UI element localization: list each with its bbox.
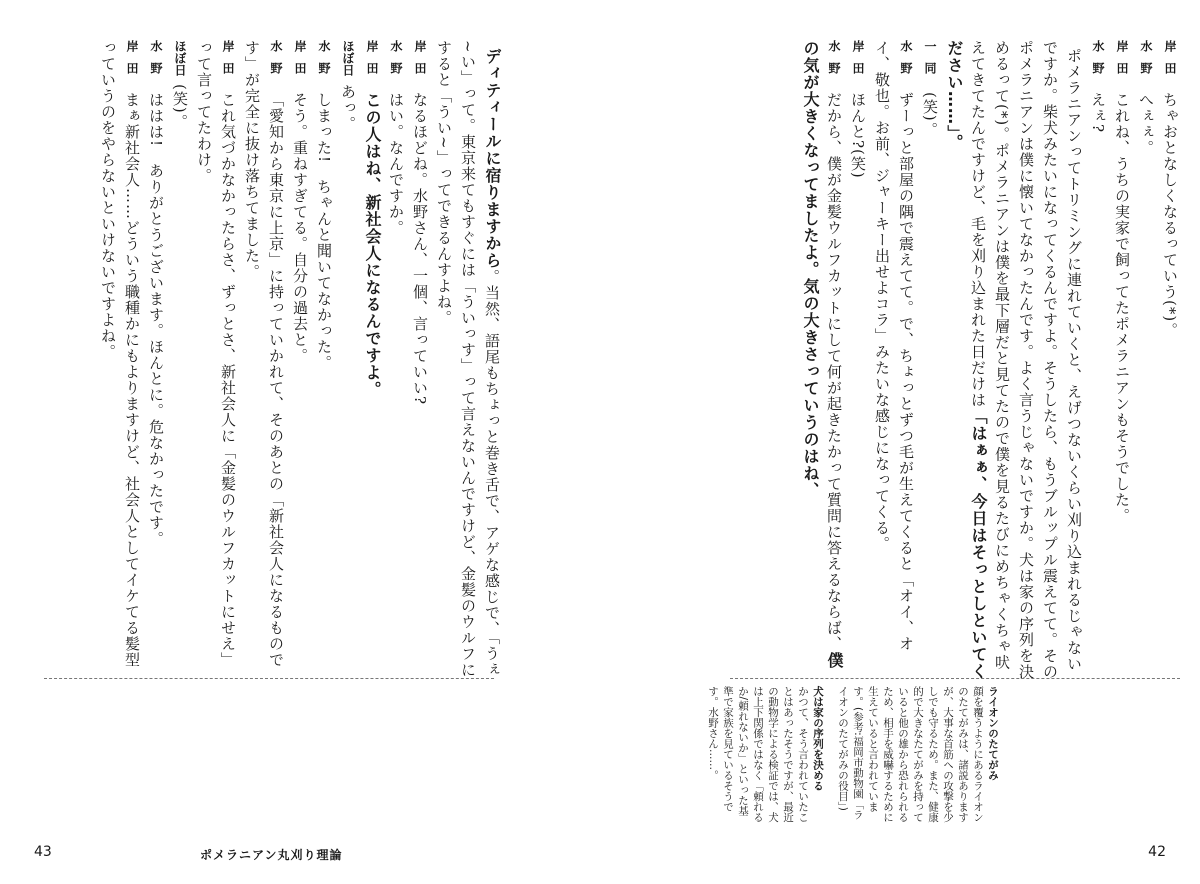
dialogue-text: これ気づかなかったらさ、ずっとさ、新社会人に「金髪のウルフカットにせえ」って言ってたわけ。	[195, 40, 237, 668]
speaker-label: 水野	[317, 40, 331, 84]
dialogue-text: あっ。	[339, 84, 357, 132]
dialogue-text: ちゃおとなしくなるっていう(*)。	[1161, 92, 1179, 339]
footnote-text: 顔を覆うようにあるライオンのたてがみは、諸説ありますが、大事な首筋への攻撃を少しでも守るため。また、健康的で大きなたてがみを持っていると他の雄から恐れられるため、相手を威嚇するために生えていると言われています。(参考:福岡市動物園「ライオンのたてがみの役目」)	[837, 686, 984, 823]
footnote-text: かつて、そう言われていたことはあったそうですが、最近の動物学による検証では、犬は上下関係ではなく「頼れるか/頼れないか」といった基準で家族を見ているそうです。水野さん……。	[707, 686, 809, 823]
dialogue-line	[1158, 40, 1182, 680]
dialogue-line	[336, 40, 360, 680]
speaker-label: ほぼ日	[173, 40, 187, 76]
dialogue-line	[288, 40, 312, 680]
speaker-label: 一同	[923, 40, 937, 84]
dialogue-text: まぁ新社会人……どういう職種かにもよりますけど、社会人としてイケてる髪型っていうのをやらないといけないですよね。	[99, 40, 141, 668]
speaker-label: 岸田	[125, 40, 139, 84]
dashed-divider	[44, 678, 494, 679]
speaker-label: 水野	[1091, 40, 1105, 84]
speaker-label: 岸田	[365, 40, 379, 84]
speaker-label: 岸田	[413, 40, 427, 84]
speaker-label: ほぼ日	[341, 40, 355, 76]
dialogue-line	[96, 40, 144, 680]
dialogue-line	[432, 40, 504, 680]
dialogue-line	[846, 40, 870, 680]
dialogue-text: だから、僕が金髪ウルフカットにして何が起きたかって質問に答えるならば、	[825, 92, 843, 652]
footnote-title: ライオンのたてがみ	[987, 686, 999, 781]
dashed-divider	[730, 678, 1180, 679]
running-title: ポメラニアン丸刈り理論	[200, 848, 343, 862]
dialogue-text: えぇ?	[1089, 92, 1107, 134]
dialogue-text: 。当然、語尾もちょっと巻き舌で、アゲな感じで、「うぇ~い」って。東京来てもすぐには「ういっす」って言えないんですけど、金髪のウルフにすると「うい~」ってできるんすよね。	[435, 40, 501, 678]
speaker-label: 水野	[389, 40, 403, 84]
dialogue-line	[918, 40, 942, 680]
page-number: 43	[34, 844, 52, 860]
dialogue-text: はい。なんですか。	[387, 92, 405, 236]
dialogue-emphasis: 僕の気が大きくなってましたよ。気の大きさっていうのはね、	[801, 40, 844, 669]
speaker-label: 水野	[827, 40, 841, 84]
footnote	[705, 686, 825, 826]
dialogue-emphasis: この人はね、新社会人になるんですよ。	[363, 92, 382, 398]
dialogue-text: (笑)。	[921, 92, 939, 138]
speaker-label: 水野	[269, 40, 283, 84]
dialogue-text: なるほどね。水野さん、一個、言っていい?	[411, 92, 429, 406]
dialogue-text: (笑)。	[171, 84, 189, 130]
footnote-title: 犬は家の序列を決める	[812, 686, 824, 791]
footnote	[835, 686, 1000, 826]
dialogue-text: ずーっと部屋の隅で震えてて。で、ちょっとずつ毛が生えてくると「オイ、オイ、敬也。お前、ジャーキー出せよコラ」みたいな感じになってくる。	[873, 40, 915, 652]
dialogue-text: しまった! ちゃんと聞いてなかった。	[315, 92, 333, 372]
speaker-label: 岸田	[851, 40, 865, 84]
dialogue-text: へぇぇ。	[1137, 92, 1155, 156]
dialogue-line	[192, 40, 240, 680]
dialogue-text: 「愛知から東京に上京」に持っていかれて、そのあとの「新社会人になるものです」が完全に抜け落ちてました。	[243, 40, 285, 668]
dialogue-line	[384, 40, 408, 680]
speaker-label: 水野	[1139, 40, 1153, 84]
speaker-label: 岸田	[1115, 40, 1129, 84]
dialogue-line	[144, 40, 168, 680]
dialogue-line	[408, 40, 432, 680]
dialogue-text: これね、うちの実家で飼ってたポメラニアンもそうでした。	[1113, 92, 1131, 524]
speaker-label: 水野	[899, 40, 913, 84]
dialogue-line	[1134, 40, 1158, 680]
dialogue-text: ほんと?(笑)	[849, 92, 867, 179]
speaker-label: 水野	[149, 40, 163, 84]
dialogue-line	[798, 40, 846, 680]
dialogue-text: ポメラニアンってトリミングに連れていくと、えげつないくらい刈り込まれるじゃないですか。柴犬みたいになってくるんですよ。そうしたら、もうブルップル震えてて。そのポメラニアンは僕に懐いてなかったんです。よく言うじゃないですか。犬は家の序列を決めるって(*)。ポメラニアンは僕を最下層だと見てたので僕を見るたびにめちゃくちゃ吠えてきてたんですけど、毛を刈り込まれた日だけは	[969, 40, 1083, 680]
dialogue-line	[240, 40, 288, 680]
dialogue-line	[312, 40, 336, 680]
dialogue-line	[168, 40, 192, 680]
footnotes	[707, 686, 1000, 826]
page-number: 42	[1148, 844, 1166, 860]
dialogue-text: そう。重ねすぎてる。自分の過去と。	[291, 92, 309, 364]
dialogue-line	[870, 40, 918, 680]
right-page-dialogue	[772, 40, 1182, 680]
left-page-dialogue	[64, 40, 504, 680]
dialogue-emphasis: 「はぁぁ、今日はそっとしといてください……」。	[945, 40, 988, 680]
dialogue-text: ははは! ありがとうございます。ほんとに。危なかったです。	[147, 92, 165, 548]
dialogue-line	[1110, 40, 1134, 680]
right-page	[600, 0, 1200, 884]
dialogue-line	[1086, 40, 1110, 680]
speaker-label: 岸田	[1163, 40, 1177, 84]
dialogue-emphasis: ディティールに宿りますから	[483, 48, 502, 269]
dialogue-line	[360, 40, 384, 680]
dialogue-line	[942, 40, 1086, 680]
speaker-label: 岸田	[221, 40, 235, 84]
speaker-label: 岸田	[293, 40, 307, 84]
